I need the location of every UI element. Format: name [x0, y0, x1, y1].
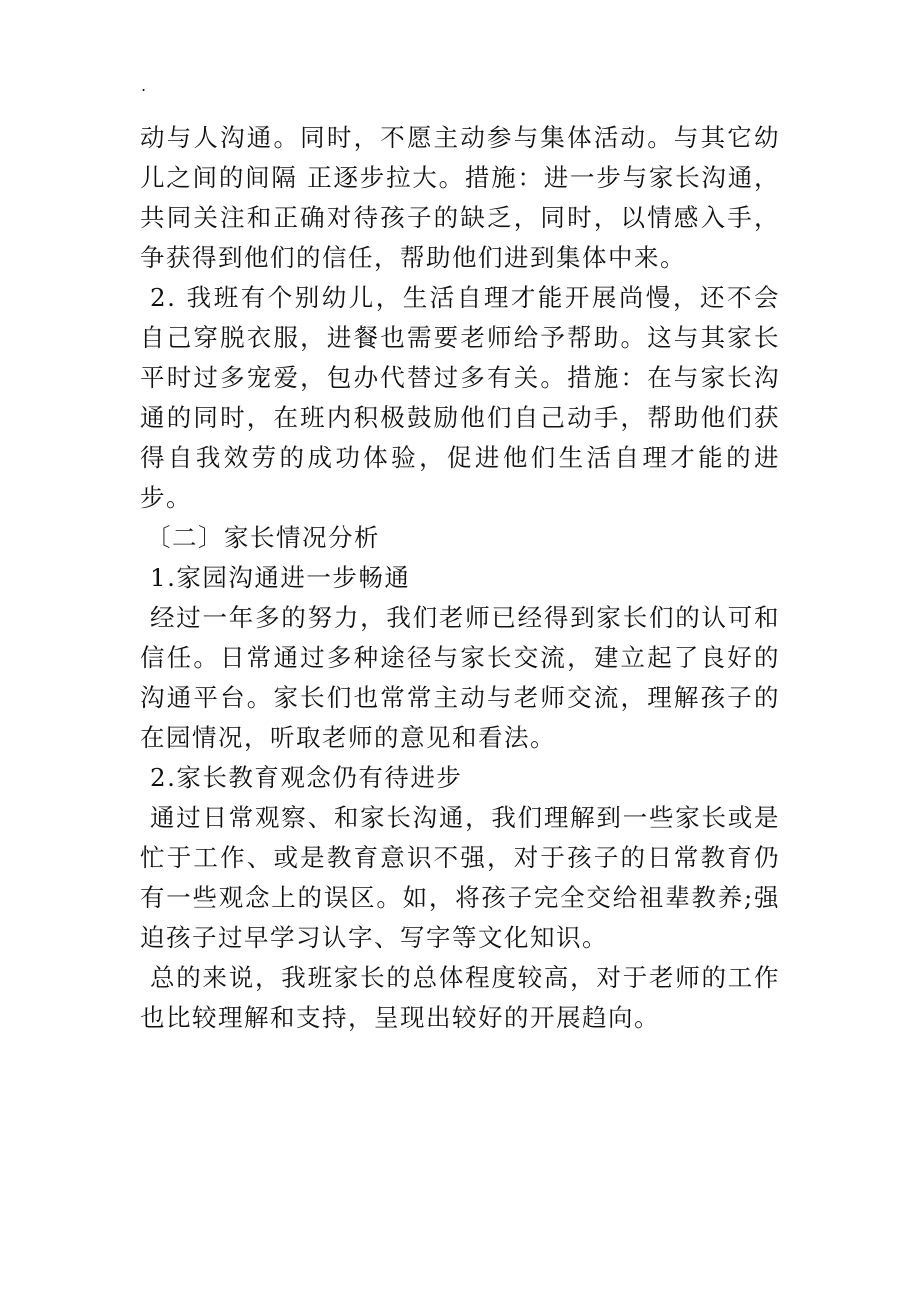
- subheading-home-school-communication: 1.家园沟通进一步畅通: [150, 563, 411, 592]
- paragraph-communication: 经过一年多的努力，我们老师已经得到家长们的认可和信任。日常通过多种途径与家长交流，建立起了良好的沟通平台。家长们也常常主动与老师交流，理解孩子的在园情况，听取老师的意见和看法。: [140, 603, 780, 752]
- section-heading-parents: 〔二〕家长情况分析: [146, 523, 380, 552]
- paragraph-summary: 总的来说，我班家长的总体程度较高，对于老师的工作也比较理解和支持，呈现出较好的开展趋向。: [140, 963, 780, 1032]
- header-dot: .: [141, 76, 147, 95]
- paragraph-parent-education: 通过日常观察、和家长沟通，我们理解到一些家长或是忙于工作、或是教育意识不强，对于孩子的日常教育仍有一些观念上的误区。如，将孩子完全交给祖辈教养;强迫孩子过早学习认字、写字等文化知识。: [140, 803, 780, 952]
- paragraph-item-2: 2. 我班有个别幼儿，生活自理才能开展尚慢，还不会自己穿脱衣服，进餐也需要老师给予帮助。这与其家长平时过多宠爱，包办代替过多有关。措施：在与家长沟通的同时，在班内积极鼓励他们自己动手，帮助他们获得自我效劳的成功体验，促进他们生活自理才能的进步。: [140, 283, 780, 512]
- subheading-parent-education: 2.家长教育观念仍有待进步: [150, 763, 463, 792]
- document-body: [140, 118, 780, 1038]
- paragraph-continued: 动与人沟通。同时，不愿主动参与集体活动。与其它幼儿之间的间隔 正逐步拉大。措施：进一步与家长沟通，共同关注和正确对待孩子的缺乏，同时，以情感入手，争获得到他们的信任，帮助他们进到集体中来。: [140, 123, 780, 272]
